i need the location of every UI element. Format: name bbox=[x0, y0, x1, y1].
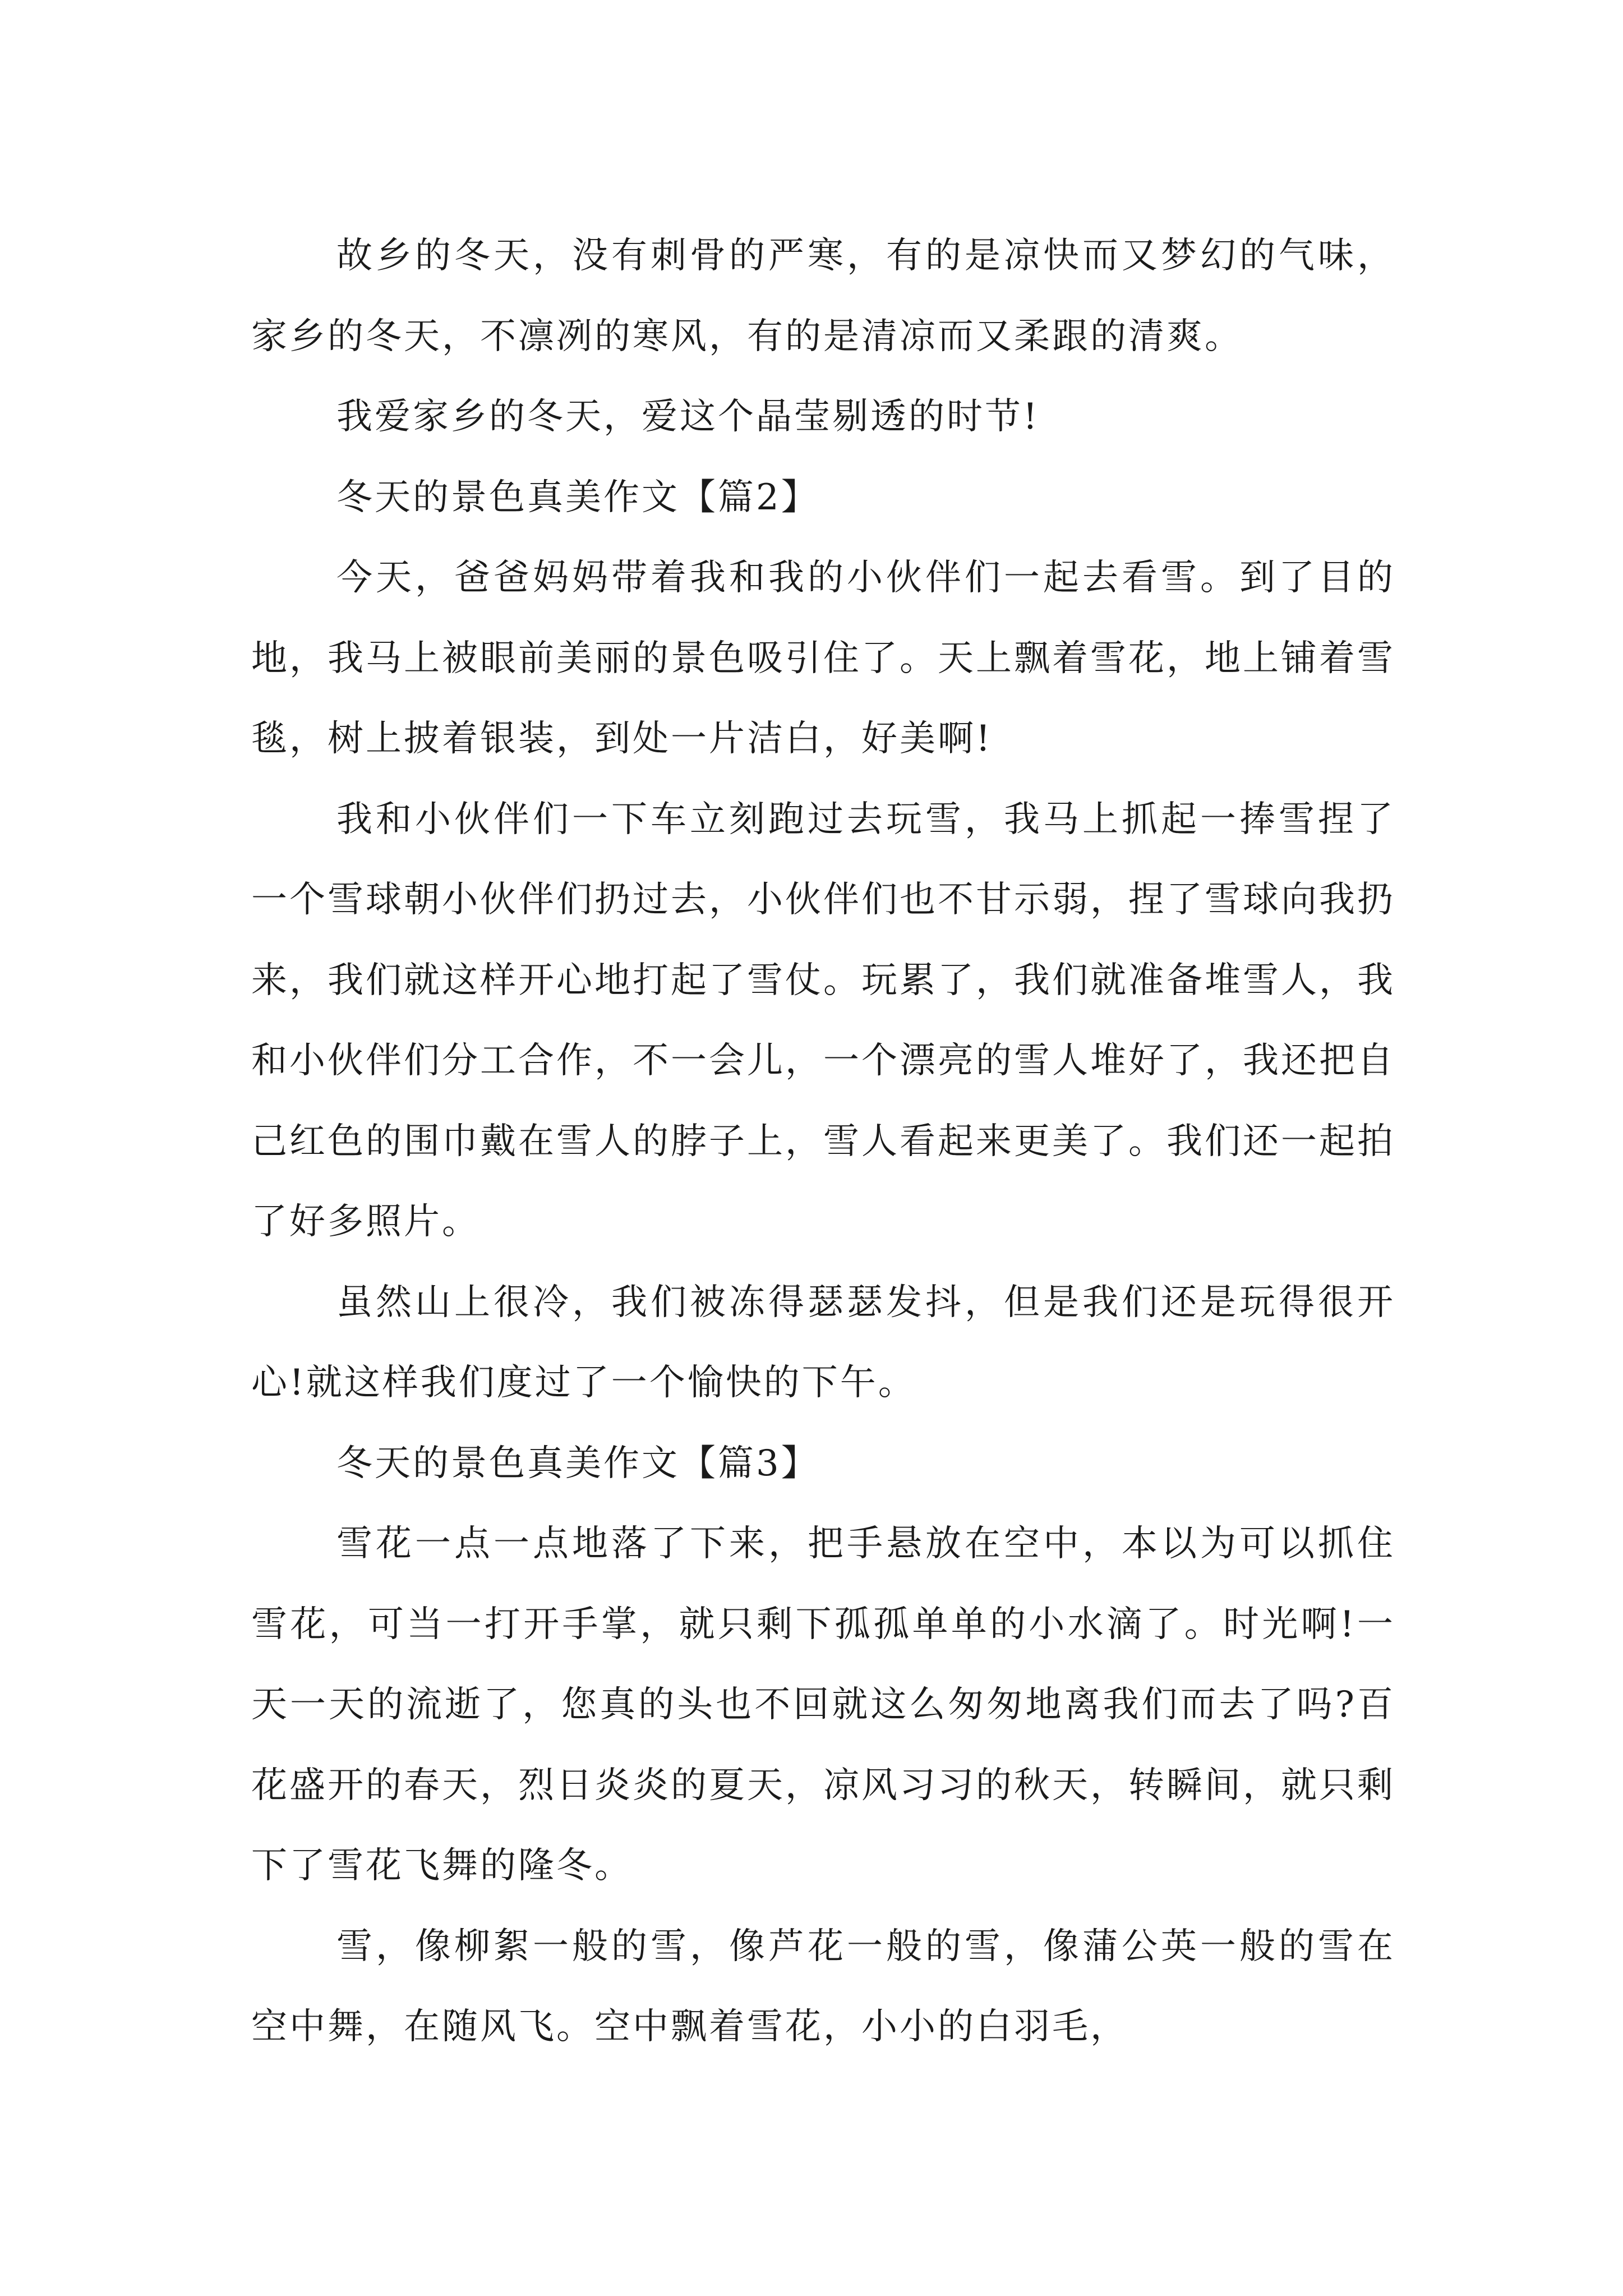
paragraph: 雪花一点一点地落了下来，把手悬放在空中，本以为可以抓住雪花，可当一打开手掌，就只剩下孤孤单单的小水滴了。时光啊!一天一天的流逝了，您真的头也不回就这么匆匆地离我们而去了吗?百花盛开的春天，烈日炎炎的夏天，凉风习习的秋天，转瞬间，就只剩下了雪花飞舞的隆冬。 bbox=[251, 1523, 1395, 1887]
section-heading: 冬天的景色真美作文【篇2】 bbox=[336, 476, 819, 518]
paragraph: 我爱家乡的冬天，爱这个晶莹剔透的时节! bbox=[336, 396, 1040, 438]
document-body bbox=[251, 216, 1395, 2068]
paragraph: 今天，爸爸妈妈带着我和我的小伙伴们一起去看雪。到了目的地，我马上被眼前美丽的景色吸引住了。天上飘着雪花，地上铺着雪毯，树上披着银装，到处一片洁白，好美啊! bbox=[251, 557, 1395, 760]
paragraph: 虽然山上很冷，我们被冻得瑟瑟发抖，但是我们还是玩得很开心!就这样我们度过了一个愉快的下午。 bbox=[251, 1281, 1395, 1404]
section-heading: 冬天的景色真美作文【篇3】 bbox=[336, 1442, 819, 1484]
paragraph: 故乡的冬天，没有刺骨的严寒，有的是凉快而又梦幻的气味，家乡的冬天，不凛冽的寒风，有的是清凉而又柔跟的清爽。 bbox=[251, 235, 1395, 357]
paragraph: 我和小伙伴们一下车立刻跑过去玩雪，我马上抓起一捧雪捏了一个雪球朝小伙伴们扔过去，小伙伴们也不甘示弱，捏了雪球向我扔来，我们就这样开心地打起了雪仗。玩累了，我们就准备堆雪人，我和小伙伴们分工合作，不一会儿，一个漂亮的雪人堆好了，我还把自己红色的围巾戴在雪人的脖子上，雪人看起来更美了。我们还一起拍了好多照片。 bbox=[251, 798, 1395, 1243]
paragraph: 雪，像柳絮一般的雪，像芦花一般的雪，像蒲公英一般的雪在空中舞，在随风飞。空中飘着雪花，小小的白羽毛， bbox=[251, 1925, 1395, 2047]
